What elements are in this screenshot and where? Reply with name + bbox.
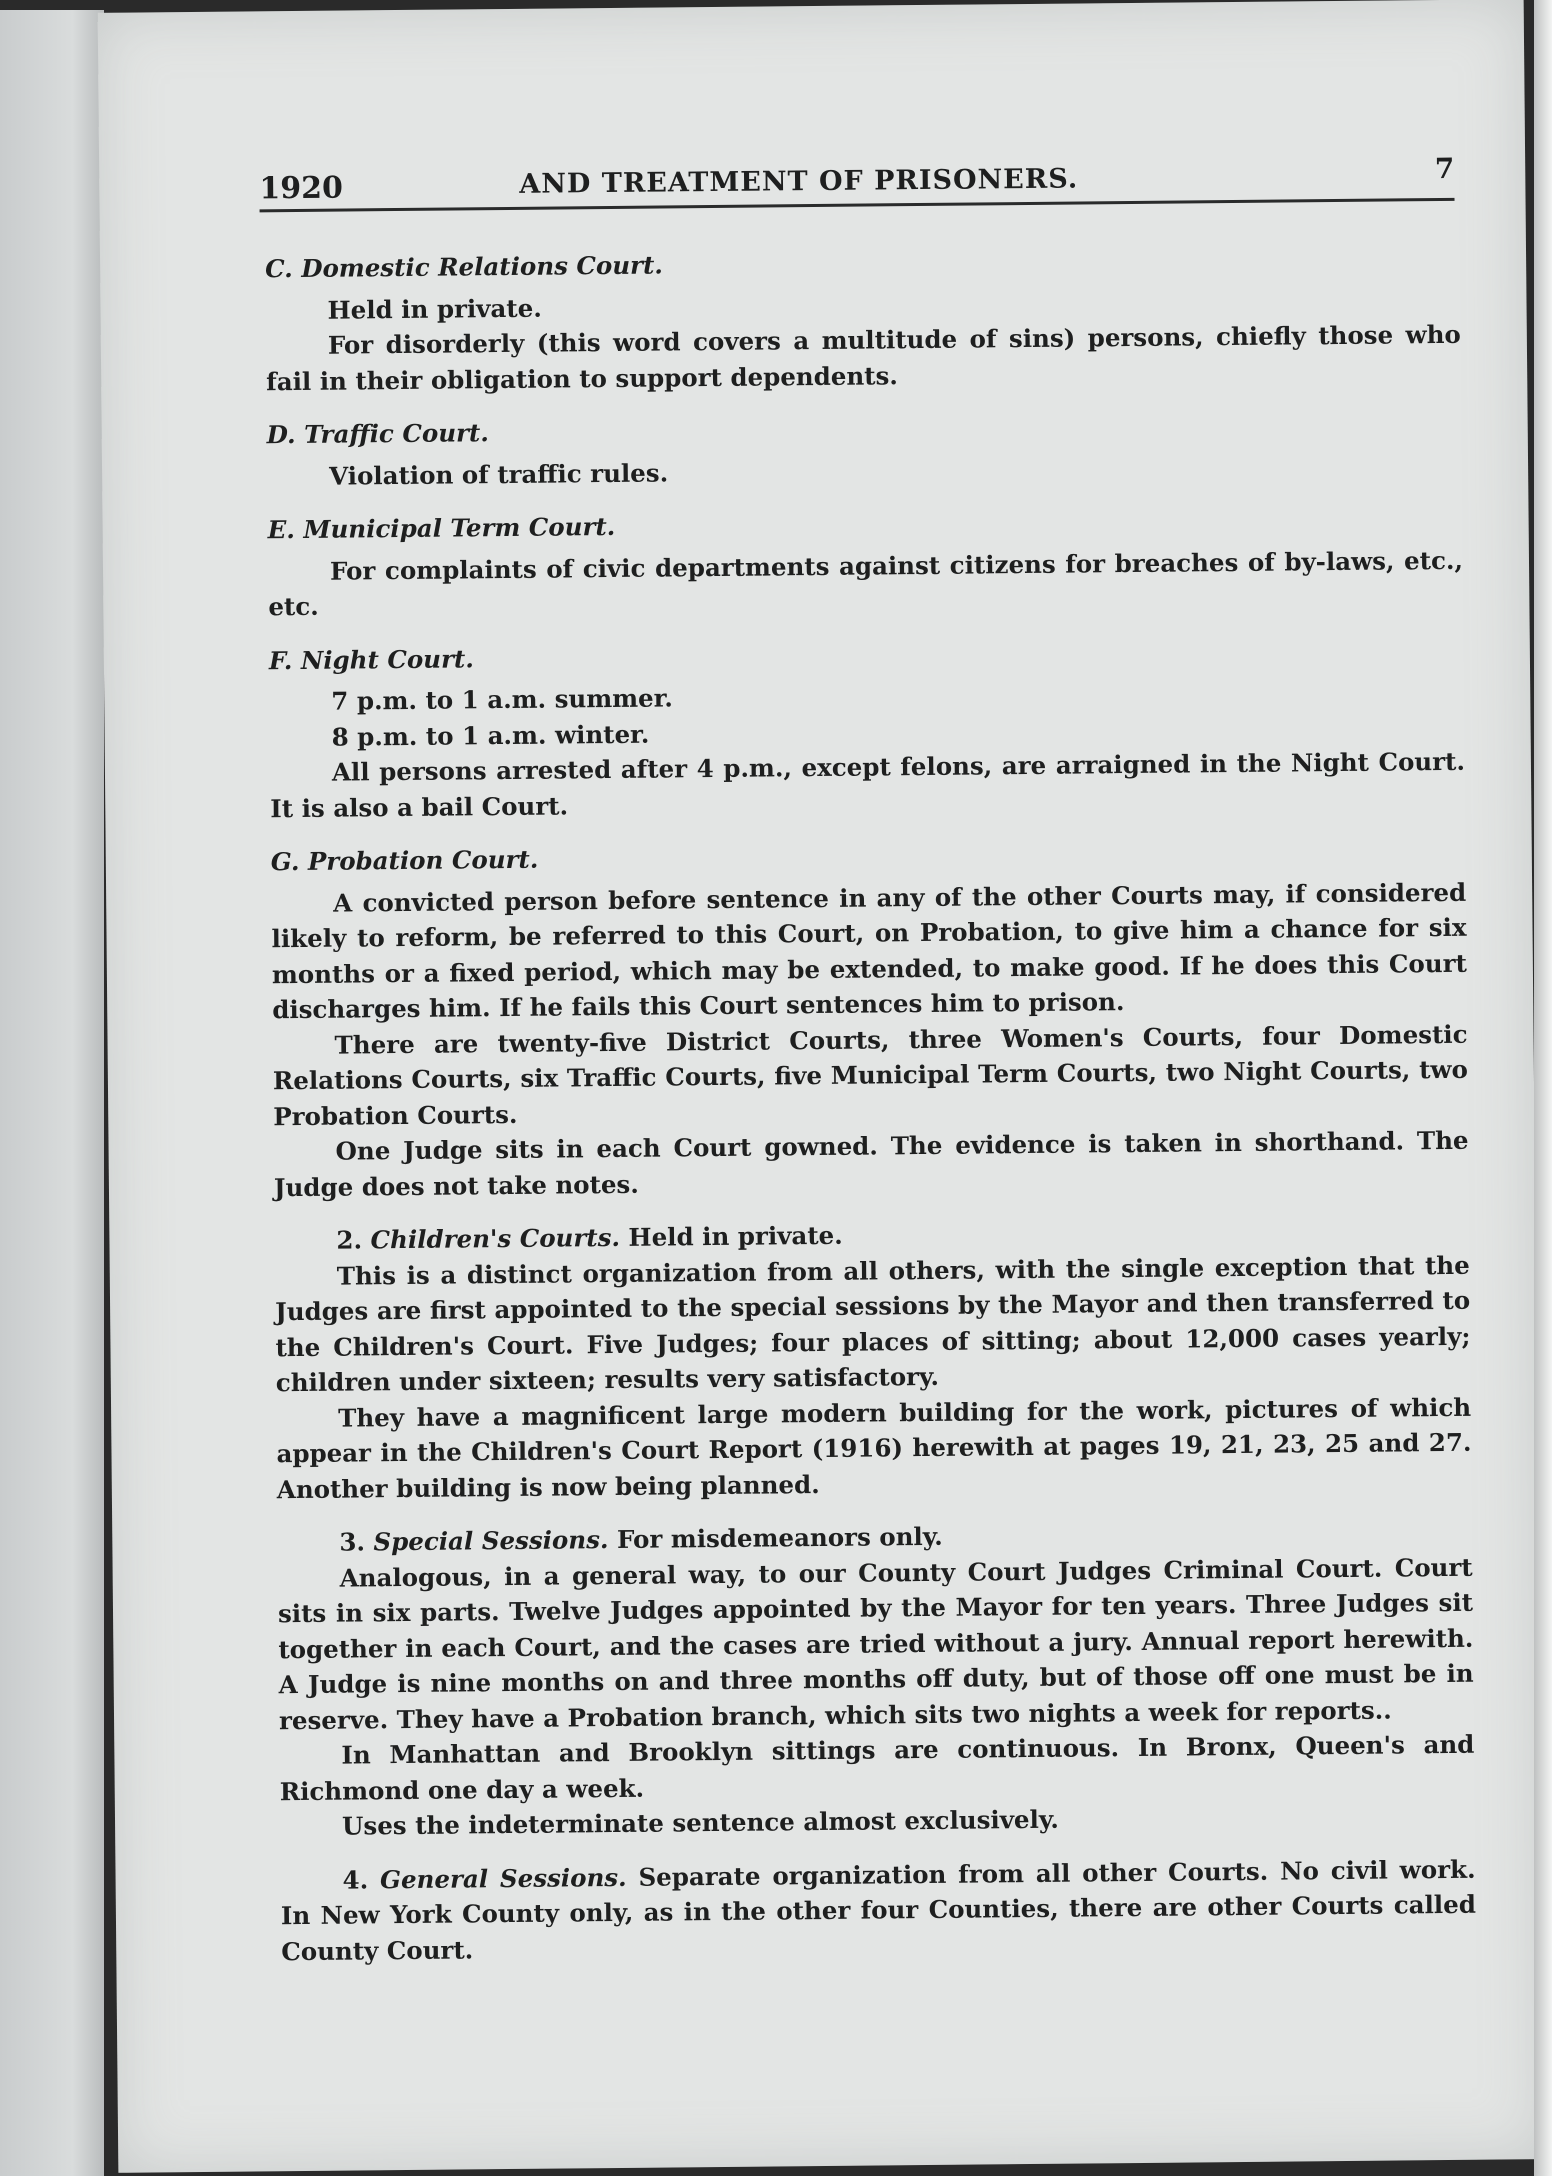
header-year: 1920 — [259, 170, 344, 207]
running-header — [259, 152, 1454, 212]
section-heading: D. Traffic Court. — [266, 418, 489, 450]
page-number: 7 — [1434, 151, 1455, 186]
numbered-paragraph — [280, 1851, 1476, 1969]
paragraph: Held in private. — [327, 293, 542, 325]
court-name: General Sessions. — [379, 1862, 627, 1894]
section-special-sessions — [277, 1514, 1475, 1845]
section-general-sessions — [280, 1851, 1476, 1969]
item-number: 2. — [336, 1225, 363, 1255]
header-title: AND TREATMENT OF PRISONERS. — [519, 163, 1079, 200]
section-domestic-relations-court — [265, 240, 1461, 399]
section-heading: G. Probation Court. — [270, 844, 539, 877]
item-lead: For misdemeanors only. — [616, 1521, 943, 1554]
court-name: Children's Courts. — [370, 1222, 621, 1255]
paragraph: This is a distinct organization from all others, with the single exception that the Judges are first appointed to the special sessions by the Mayor and then transferred to the Children's Court. Five Judges; four places of sitting; about 12,000 cases yearly; children under sixteen; results very satisfactory. — [275, 1250, 1471, 1398]
paragraph: One Judge sits in each Court gowned. The evidence is taken in shorthand. The Judge does not take notes. — [273, 1125, 1469, 1202]
section-traffic-court — [267, 406, 1463, 494]
paragraph: There are twenty-five District Courts, three Women's Courts, four Domestic Relations Courts, six Traffic Courts, five Municipal Term Courts, two Night Courts, two Probation Courts. — [272, 1019, 1469, 1131]
book-page — [98, 0, 1545, 2173]
paragraph: For complaints of civic departments against citizens for breaches of by-laws, etc., etc. — [268, 545, 1464, 622]
section-night-court — [269, 631, 1466, 826]
paragraph: In Manhattan and Brooklyn sittings are continuous. In Bronx, Queen's and Richmond one day a week. — [279, 1729, 1475, 1806]
item-lead: Held in private. — [628, 1220, 843, 1252]
item-lead: Separate organization from all other Courts. No civil work. In New York County only, as in the other four Counties, there are other Courts called County Court. — [280, 1854, 1477, 1966]
item-number: 3. — [339, 1527, 366, 1557]
page-body — [265, 240, 1476, 1969]
paragraph: All persons arrested after 4 p.m., except felons, are arraigned in the Night Court. It is also a bail Court. — [270, 746, 1466, 823]
hours-line: 8 p.m. to 1 a.m. winter. — [331, 719, 650, 752]
court-name: Special Sessions. — [373, 1525, 609, 1557]
section-heading: C. Domestic Relations Court. — [264, 250, 663, 284]
paragraph: Violation of traffic rules. — [328, 457, 669, 491]
item-number: 4. — [342, 1864, 369, 1895]
section-heading: F. Night Court. — [268, 643, 474, 675]
paragraph: They have a magnificent large modern building for the work, pictures of which appear in the Children's Court Report (1916) herewith at pages 19, 21, 23, 25 and 27. Another building is now being planned. — [276, 1392, 1472, 1504]
section-municipal-term-court — [267, 501, 1463, 625]
right-page-edge — [1534, 0, 1552, 2176]
paragraph: Analogous, in a general way, to our County Court Judges Criminal Court. Court sits in six parts. Twelve Judges appointed by the Mayor for ten years. Three Judges sit together in each Court, and the cases are tried without a jury. Annual report herewith. A Judge is nine months on and three months off duty, but of those off one must be in reserve. They have a Probation branch, which sits two nights a week for reports.. — [277, 1552, 1474, 1735]
section-heading: E. Municipal Term Court. — [267, 511, 616, 545]
hours-line: 7 p.m. to 1 a.m. summer. — [331, 683, 674, 716]
paragraph: Uses the indeterminate sentence almost exclusively. — [341, 1804, 1059, 1841]
section-probation-court — [271, 833, 1469, 1205]
facing-page-edge — [0, 10, 104, 2176]
paragraph: For disorderly (this word covers a multitude of sins) persons, chiefly those who fail in their obligation to support dependents. — [266, 319, 1461, 396]
section-childrens-courts — [274, 1212, 1472, 1507]
paragraph: A convicted person before sentence in any of the other Courts may, if considered likely to reform, be referred to this Court, on Probation, to give him a chance for six months or a fixed period, which may be extended, to make good. If he does this Court discharges him. If he fails this Court sentences him to prison. — [271, 877, 1467, 1025]
